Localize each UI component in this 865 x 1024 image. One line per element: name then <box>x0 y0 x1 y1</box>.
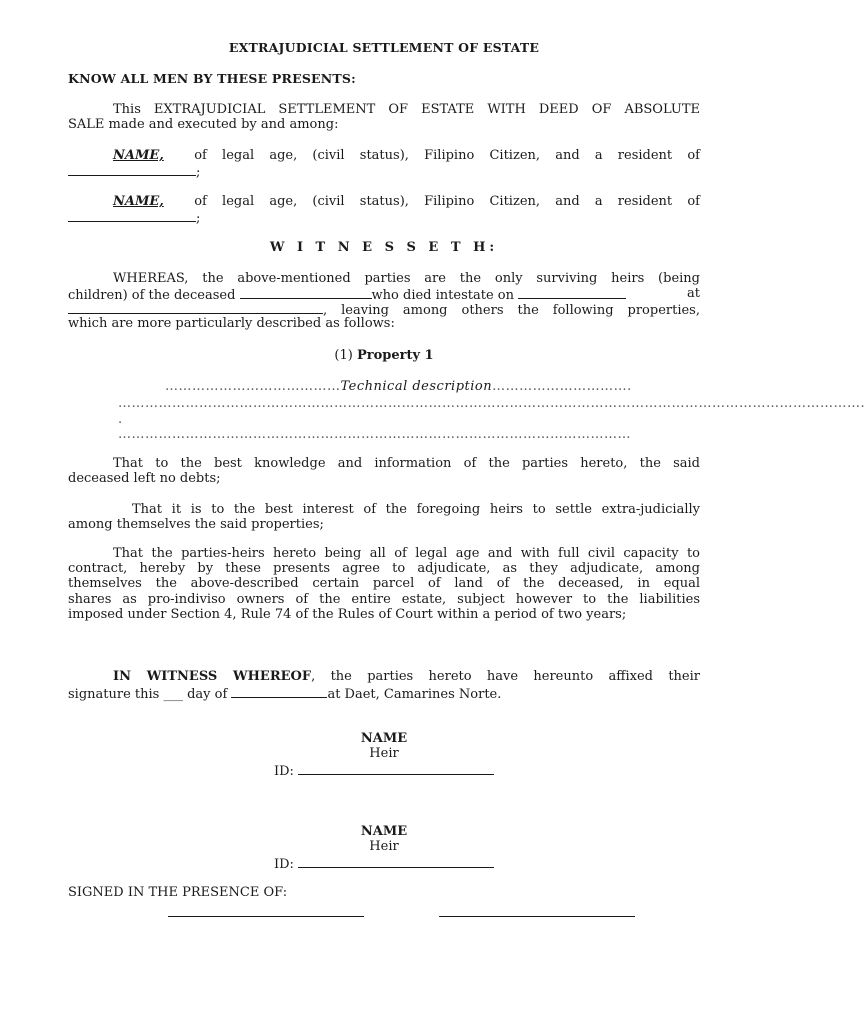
signed-presence-heading: SIGNED IN THE PRESENCE OF: <box>68 885 288 900</box>
id-blank <box>298 855 494 868</box>
date-blank <box>518 286 626 299</box>
adjudicate-line-4: shares as pro-indiviso owners of the entire estate, subject however to the liabilities <box>68 592 700 607</box>
party-1-line: NAME, of legal age, (civil status), Filipino Citizen, and a resident of <box>113 148 700 163</box>
dotted-line-4: …………………………………………………………………………………………………… <box>118 427 631 442</box>
deceased-blank <box>240 286 372 299</box>
whereas-line-3: , leaving among others the following properties, <box>68 301 700 319</box>
signatory-1-id: ID: <box>274 762 494 780</box>
tech-desc-line: …………………………………Technical description…………………………. <box>165 379 632 394</box>
address-blank <box>68 163 196 176</box>
no-debts-line-1: That to the best knowledge and information of the parties hereto, the said <box>113 456 700 471</box>
document-title: EXTRAJUDICIAL SETTLEMENT OF ESTATE <box>228 40 540 55</box>
interest-line-1: That it is to the best interest of the foregoing heirs to settle extra-judicially <box>132 502 700 517</box>
whereas-line-1: WHEREAS, the above-mentioned parties are the only surviving heirs (being <box>113 271 700 286</box>
signatory-1-name: NAME <box>360 731 408 746</box>
date-blank <box>231 685 327 698</box>
party-2-address: ; <box>68 209 700 227</box>
address-blank <box>68 209 196 222</box>
intro-line-1: This EXTRAJUDICIAL SETTLEMENT OF ESTATE WITH DEED OF ABSOLUTE <box>113 102 700 117</box>
party-2-name: NAME, <box>113 194 164 209</box>
party-1-name: NAME, <box>113 148 164 163</box>
signatory-2-role: Heir <box>369 839 399 854</box>
adjudicate-line-5: imposed under Section 4, Rule 74 of the Rules of Court within a period of two years; <box>68 607 627 622</box>
whereas-line-4: which are more particularly described as follows: <box>68 316 395 331</box>
party-2-line: NAME, of legal age, (civil status), Filipino Citizen, and a resident of <box>113 194 700 209</box>
id-blank <box>298 762 494 775</box>
witness-signature-line-1 <box>168 916 364 917</box>
witness-line-1: IN WITNESS WHEREOF, the parties hereto have hereunto affixed their <box>113 669 700 684</box>
witness-signature-line-2 <box>439 916 635 917</box>
witnesseth-heading: W I T N E S S E T H: <box>269 240 499 255</box>
dotted-line-3: . <box>118 412 123 427</box>
signatory-2-name: NAME <box>360 824 408 839</box>
dotted-line-2: …………………………………………………………………………………………………………………………………………………. <box>118 396 865 411</box>
property-heading: (1) Property 1 <box>334 348 434 363</box>
signatory-2-id: ID: <box>274 855 494 873</box>
signatory-1-role: Heir <box>369 746 399 761</box>
adjudicate-line-2: contract, hereby by these presents agree to adjudicate, as they adjudicate, among <box>68 561 700 576</box>
whereas-line-2: children) of the deceased who died intestate on at <box>68 286 700 303</box>
adjudicate-line-3: themselves the above-described certain parcel of land of the deceased, in equal <box>68 576 700 591</box>
intro-line-2: SALE made and executed by and among: <box>68 117 339 132</box>
party-1-address: ; <box>68 163 700 181</box>
adjudicate-line-1: That the parties-heirs hereto being all of legal age and with full civil capacity to <box>113 546 700 561</box>
no-debts-line-2: deceased left no debts; <box>68 471 221 486</box>
interest-line-2: among themselves the said properties; <box>68 517 324 532</box>
know-all-men-heading: KNOW ALL MEN BY THESE PRESENTS: <box>68 71 356 86</box>
place-blank <box>68 301 323 314</box>
witness-line-2: signature this ___ day of at Daet, Camarines Norte. <box>68 687 502 702</box>
